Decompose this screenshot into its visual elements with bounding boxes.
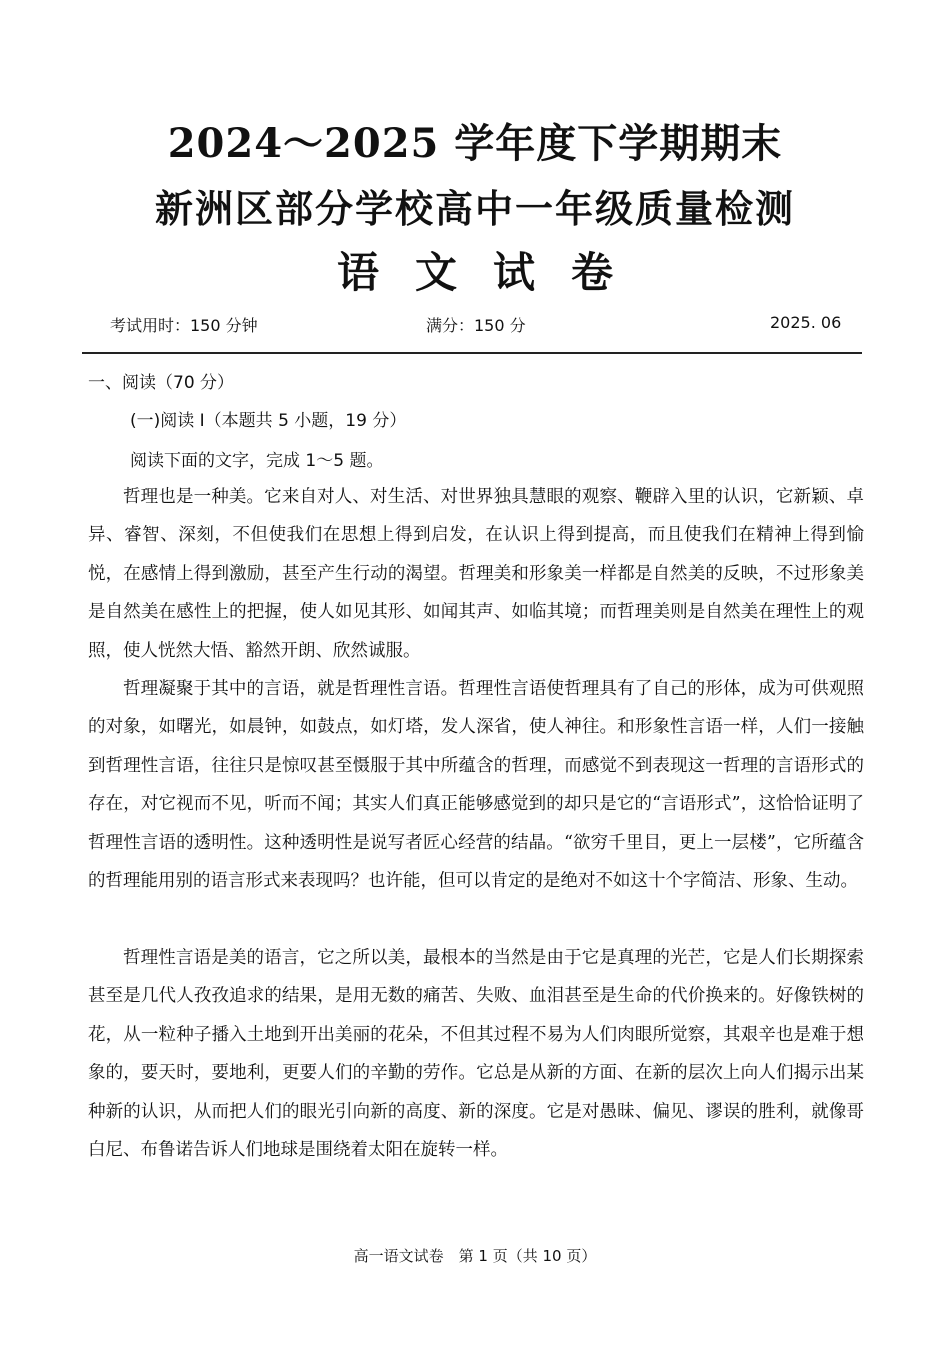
full-score: 满分：150 分: [426, 316, 526, 335]
passage-paragraph-3: 哲理性言语是美的语言，它之所以美，最根本的当然是由于它是真理的光芒，它是人们长期探索甚至是几代人孜孜追求的结果，是用无数的痛苦、失败、血泪甚至是生命的代价换来的。好像铁树的花，从一粒种子播入土地到开出美丽的花朵，不但其过程不易为人们肉眼所觉察，其艰辛也是难于想象的，要天时，要地利，更要人们的辛勤的劳作。它总是从新的方面、在新的层次上向人们揭示出某种新的认识，从而把人们的眼光引向新的高度、新的深度。它是对愚昧、偏见、谬误的胜利，就像哥白尼、布鲁诺告诉人们地球是围绕着太阳在旋转一样。: [88, 948, 864, 1161]
title-line-1: 2024～2025 学年度下学期期末: [167, 120, 783, 167]
exam-date: 2025. 06: [770, 313, 842, 332]
instruction-text: 阅读下面的文字，完成 1～5 题。: [130, 451, 384, 471]
header-divider: [82, 352, 862, 354]
passage-paragraph-2: 哲理凝聚于其中的言语，就是哲理性言语。哲理性言语使哲理具有了自己的形体，成为可供观照的对象，如曙光，如晨钟，如鼓点，如灯塔，发人深省，使人神往。和形象性言语一样，人们一接触到哲理性言语，往往只是惊叹甚至慑服于其中所蕴含的哲理，而感觉不到表现这一哲理的言语形式的存在，对它视而不见，听而不闻；其实人们真正能够感觉到的却只是它的“言语形式”，这恰恰证明了哲理性言语的透明性。这种透明性是说写者匠心经营的结晶。“欲穷千里目，更上一层楼”，它所蕴含的哲理能用别的语言形式来表现吗？也许能，但可以肯定的是绝对不如这十个字简洁、形象、生动。: [88, 679, 864, 892]
section-heading: 一、阅读（70 分）: [88, 373, 235, 393]
page-footer: 高一语文试卷 第 1 页（共 10 页）: [353, 1247, 597, 1265]
title-line-2: 新洲区部分学校高中一年级质量检测: [154, 186, 795, 231]
subsection-heading: (一)阅读 I（本题共 5 小题，19 分）: [130, 411, 407, 431]
exam-time: 考试用时：150 分钟: [110, 316, 258, 335]
passage-paragraph-1: 哲理也是一种美。它来自对人、对生活、对世界独具慧眼的观察、鞭辟入里的认识，它新颖、卓异、睿智、深刻，不但使我们在思想上得到启发，在认识上得到提高，而且使我们在精神上得到愉悦，在感情上得到激励，甚至产生行动的渴望。哲理美和形象美一样都是自然美的反映，不过形象美是自然美在感性上的把握，使人如见其形、如闻其声、如临其境；而哲理美则是自然美在理性上的观照，使人恍然大悟、豁然开朗、欣然诚服。: [88, 487, 864, 661]
title-line-3: 语文试卷: [336, 248, 649, 297]
